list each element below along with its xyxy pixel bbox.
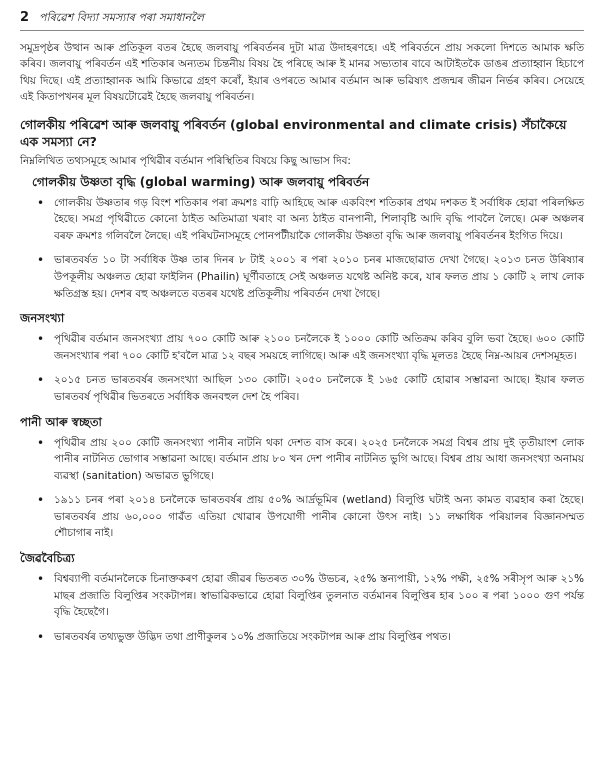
list-item: • পৃথিৱীৰ প্ৰায় ২০০ কোটি জনসংখ্যা পানীৰ নাটনি থকা দেশত বাস কৰে। ২০২৫ চনলৈকে সমগ্ৰ বিশ্বৰ প্ৰায় দুই তৃতীয়াংশ লোক পানীৰ নাটনিত ভোগাৰ সম্ভাৱনা আছে। বৰ্তমান প্ৰায় ৮০ খন দেশ পানীৰ নাটনিত ভুগি আছে। বিশ্বৰ প্ৰায় আধা জনসংখ্যা অনাময় ব্যৱস্থা (sanitation) অভাৱত ভুগিছে। bbox=[20, 435, 584, 485]
intro-paragraph: সমুদ্ৰপৃষ্ঠৰ উত্থান আৰু প্ৰতিকূল বতৰ হৈছে জলবায়ু পৰিবৰ্তনৰ দুটা মাত্ৰ উদাহৰণহে। এই পৰিবৰ্তনে প্ৰায় সকলো দিশতে আমাক ক্ষতি কৰিব। জলবায়ু পৰিবৰ্তন এই শতিকাৰ অন্যতম চিন্তনীয় বিষয় হৈ পৰিছে আৰু ই মানৱ সভ্যতাৰ বাবে আটাইতকৈ ডাঙৰ প্ৰত্যাহ্বান হিচাপে থিয় দিছে। এই প্ৰত্যাহ্বানক আমি কিভাৱে গ্ৰহণ কৰোঁ, ইয়াৰ ওপৰতে আমাৰ বৰ্তমান আৰু ভৱিষ্যৎ প্ৰজন্মৰ জীৱন নিৰ্ভৰ কৰিব। সেয়েহে এই কিতাপখনৰ মূল বিষয়টোৱেই হৈছে জলবায়ু পৰিবৰ্তন। bbox=[20, 41, 584, 104]
population-heading: জনসংখ্যা bbox=[20, 311, 65, 326]
list-item: • বিশ্বব্যাপী বৰ্তমানলৈকে চিনাক্তকৰণ হোৱা জীৱৰ ভিতৰত ৩০% উভচৰ, ২৫% স্তন্যপায়ী, ১২% পক্ষী, ২৫% সৰীসৃপ আৰু ২১% মাছৰ প্ৰজাতি বিলুপ্তিৰ সংকটাপন্ন। স্বাভাৱিকভাৱে হোৱা বিলুপ্তিৰ তুলনাত বৰ্তমানৰ বিলুপ্তিৰ হাৰ ১০০ ৰ পৰা ১০০০ গুণ পৰ্যন্ত বৃদ্ধি হৈছেগৈ। bbox=[20, 571, 584, 621]
list-item: • ২০১৫ চনত ভাৰতবৰ্ষৰ জনসংখ্যা আছিল ১৩০ কোটি। ২০৫০ চনলৈকে ই ১৬৫ কোটি হোৱাৰ সম্ভাৱনা আছে। ইয়াৰ ফলত ভাৰতবৰ্ষ পৃথিৱীৰ ভিতৰতে সৰ্বাধিক জনবহুল দেশ হৈ পৰিব। bbox=[20, 372, 584, 405]
water-heading: পানী আৰু স্বচ্ছতা bbox=[20, 414, 102, 429]
biodiversity-heading: জৈৱবৈচিত্ৰ্য bbox=[20, 551, 75, 566]
main-intro: নিম্নলিখিত তথ্যসমূহে আমাৰ পৃথিৱীৰ বৰ্তমান পৰিস্থিতিৰ বিষয়ে কিছু আভাস দিব: bbox=[20, 154, 351, 167]
page-number: 2 bbox=[20, 10, 30, 25]
list-item: • ভাৰতবৰ্ষত ১০ টা সৰ্বাধিক উষ্ণ তাৰ দিনৰ ৮ টাই ২০০১ ৰ পৰা ২০১০ চনৰ মাজছোৱাত দেখা গৈছে। ২০১৩ চনত উৰিষ্যাৰ উপকূলীয় অঞ্চলত হোৱা ফাইলিন (Phailin) ঘূৰ্ণীবতাহে সেই অঞ্চলত যথেষ্ট অনিষ্ট কৰে, যাৰ ফলত প্ৰায় ১ কোটি ২ লাখ লোক ক্ষতিগ্ৰস্ত হয়। দেশৰ বহু অঞ্চলতে বতৰৰ যথেষ্ট প্ৰতিকূলীয় পৰিবৰ্তন দেখা গৈছে। bbox=[20, 252, 584, 302]
water-list bbox=[20, 435, 584, 543]
list-item: • পৃথিৱীৰ বৰ্তমান জনসংখ্যা প্ৰায় ৭০০ কোটি আৰু ২১০০ চনলৈকে ই ১০০০ কোটি অতিক্ৰম কৰিব বুলি ভবা হৈছে। ৬০০ কোটি জনসংখ্যাৰ পৰা ৭০০ কোটি হ'বলৈ মাত্ৰ ১২ বছৰ সময়হে লাগিছে। আৰু এই জনসংখ্যা বৃদ্ধি মূলতঃ হৈছে নিম্ন-আয়ৰ দেশসমূহত। bbox=[20, 331, 584, 364]
warming-heading: গোলকীয় উষ্ণতা বৃদ্ধি (global warming) আৰু জলবায়ু পৰিবৰ্তন bbox=[32, 174, 370, 189]
warming-list bbox=[20, 195, 584, 303]
biodiversity-list bbox=[20, 571, 584, 645]
population-list bbox=[20, 331, 584, 405]
running-title: পৰিৱেশ বিদ্যা সমস্যাৰ পৰা সমাধানলৈ bbox=[39, 11, 205, 24]
main-heading: গোলকীয় পৰিৱেশ আৰু জলবায়ু পৰিবৰ্তন (global environmental and climate crisis) সঁচাকৈয়ে এক সমস্যা নে? bbox=[20, 116, 567, 149]
list-item: • ১৯১১ চনৰ পৰা ২০১৪ চনলৈকে ভাৰতবৰ্ষৰ প্ৰায় ৫০% আৰ্দ্ৰভূমিৰ (wetland) বিলুপ্তি ঘটাই অন্য কামত ব্যৱহাৰ কৰা হৈছে। ভাৰতবৰ্ষৰ প্ৰায় ৬০,০০০ গাৱঁত এতিয়া খোৱাৰ উপযোগী পানীৰ কোনো উৎস নাই। ১১ লক্ষাধিক পৰিয়ালৰ বিজ্ঞানসম্মত শৌচাগাৰ নাই। bbox=[20, 492, 584, 542]
list-item: • গোলকীয় উষ্ণতাৰ গড় বিংশ শতিকাৰ পৰা ক্ৰমশঃ বাঢ়ি আহিছে আৰু একবিংশ শতিকাৰ প্ৰথম দশকত ই সৰ্বাধিক হোৱা পৰিলক্ষিত হৈছে। সমগ্ৰ পৃথিৱীতে কোনো ঠাইত অতিমাত্ৰা খৰাং বা অন্য ঠাইত বানপানী, শিলাবৃষ্টি আদি বৃদ্ধি পাবলৈ লৈছে। মেৰু অঞ্চলৰ বৰফ ক্ৰমশঃ গলিবলৈ লৈছে। এই পৰিঘটনাসমূহে পোনপটীয়াকৈ গোলকীয় উষ্ণতা বৃদ্ধি আৰু জলবায়ু পৰিবৰ্তনৰ ইংগিত দিয়ে। bbox=[20, 195, 584, 245]
page-header bbox=[20, 10, 584, 31]
list-item: • ভাৰতবৰ্ষৰ তথ্যভুক্ত উদ্ভিদ তথা প্ৰাণীকুলৰ ১০% প্ৰজাতিয়ে সংকটাপন্ন আৰু প্ৰায় বিলুপ্তিৰ পথত। bbox=[20, 629, 584, 646]
